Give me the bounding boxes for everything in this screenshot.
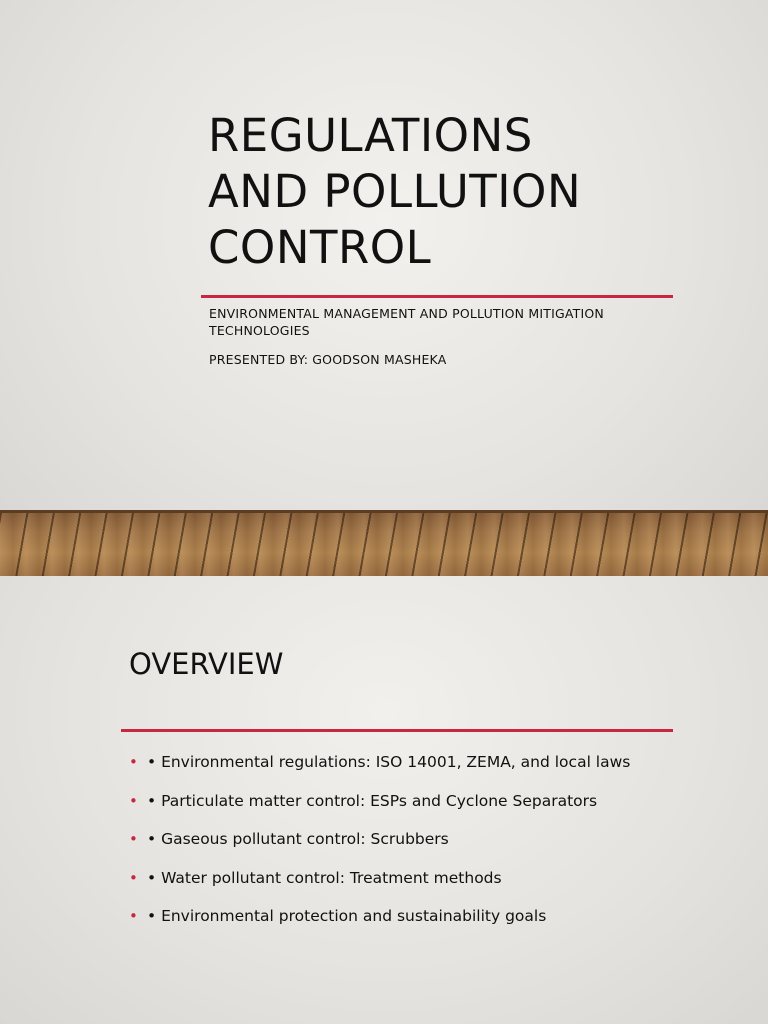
bullet-text: • Environmental protection and sustainability goals xyxy=(147,907,547,925)
slide-subtitle: ENVIRONMENTAL MANAGEMENT AND POLLUTION MITIGATION TECHNOLOGIES xyxy=(209,306,604,338)
title-divider xyxy=(201,295,673,298)
overview-title: OVERVIEW xyxy=(129,647,284,681)
bullet-text: • Environmental regulations: ISO 14001, ZEMA, and local laws xyxy=(147,753,631,771)
wooden-floor-decoration xyxy=(0,510,768,576)
list-item xyxy=(129,789,630,828)
bullet-icon: • xyxy=(129,753,138,771)
bullet-icon: • xyxy=(129,868,138,887)
list-item xyxy=(129,827,630,866)
slide-title: REGULATIONS AND POLLUTION CONTROL xyxy=(208,109,582,274)
bullet-icon: • xyxy=(129,791,138,810)
list-item xyxy=(129,750,630,789)
overview-slide xyxy=(0,576,768,1024)
list-item xyxy=(129,866,630,905)
bullet-text: • Water pollutant control: Treatment methods xyxy=(147,868,502,887)
presenter-line: PRESENTED BY: GOODSON MASHEKA xyxy=(209,352,447,367)
overview-bullet-list xyxy=(129,750,630,943)
bullet-text: • Particulate matter control: ESPs and Cyclone Separators xyxy=(147,791,598,810)
bullet-icon: • xyxy=(129,830,138,848)
bullet-text: • Gaseous pollutant control: Scrubbers xyxy=(147,830,449,848)
overview-divider xyxy=(121,729,673,732)
bullet-icon: • xyxy=(129,907,138,925)
list-item xyxy=(129,904,630,943)
